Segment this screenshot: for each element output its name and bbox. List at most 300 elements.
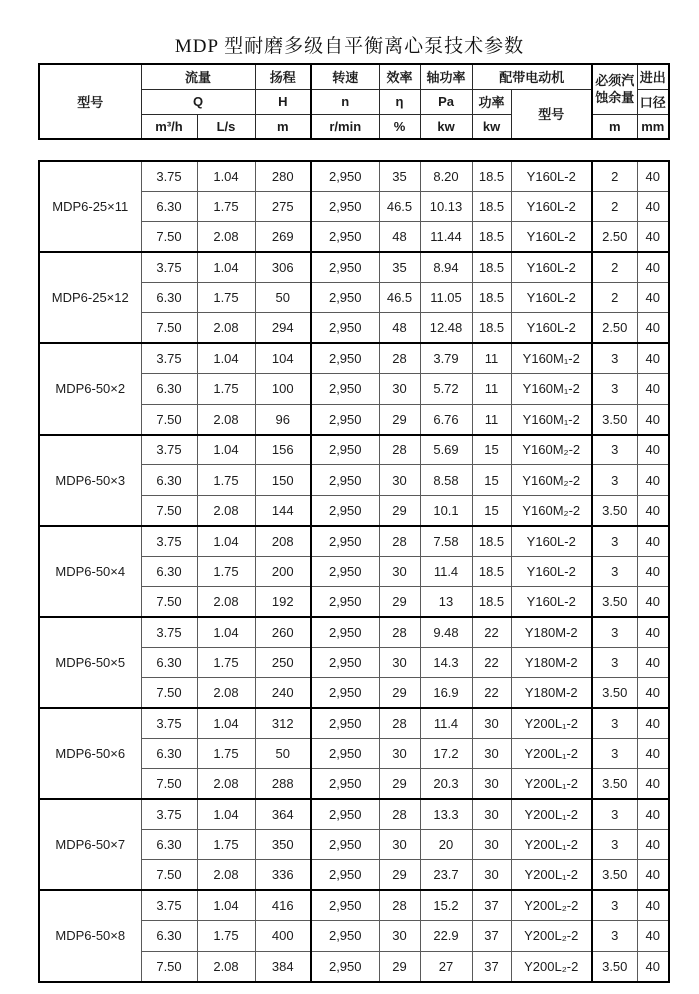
header-npsh-unit: m <box>592 114 637 139</box>
motor-model-cell: Y200L₁-2 <box>511 830 592 860</box>
flow-ls-cell: 1.04 <box>197 161 255 191</box>
flow-m3h-cell: 3.75 <box>141 708 197 738</box>
flow-ls-cell: 1.75 <box>197 921 255 951</box>
header-diameter-bottom: 口径 <box>637 89 669 114</box>
outlet-diameter-cell: 40 <box>637 951 669 981</box>
shaft-power-cell: 11.4 <box>420 556 472 586</box>
efficiency-cell: 30 <box>379 374 420 404</box>
efficiency-cell: 30 <box>379 921 420 951</box>
speed-cell: 2,950 <box>311 404 379 434</box>
outlet-diameter-cell: 40 <box>637 404 669 434</box>
npsh-cell: 3 <box>592 343 637 373</box>
flow-ls-cell: 1.75 <box>197 465 255 495</box>
motor-power-cell: 15 <box>472 435 511 465</box>
pump-model-cell: MDP6-25×12 <box>39 252 141 343</box>
head-cell: 294 <box>255 313 311 343</box>
header-flow: 流量 <box>141 64 255 89</box>
motor-model-cell: Y160L-2 <box>511 283 592 313</box>
shaft-power-cell: 17.2 <box>420 738 472 768</box>
efficiency-cell: 30 <box>379 465 420 495</box>
motor-model-cell: Y200L₂-2 <box>511 890 592 920</box>
shaft-power-cell: 22.9 <box>420 921 472 951</box>
outlet-diameter-cell: 40 <box>637 708 669 738</box>
npsh-cell: 2.50 <box>592 222 637 252</box>
flow-m3h-cell: 7.50 <box>141 860 197 890</box>
speed-cell: 2,950 <box>311 313 379 343</box>
npsh-cell: 3 <box>592 890 637 920</box>
flow-m3h-cell: 7.50 <box>141 678 197 708</box>
shaft-power-cell: 7.58 <box>420 526 472 556</box>
motor-power-cell: 37 <box>472 921 511 951</box>
motor-power-cell: 30 <box>472 708 511 738</box>
motor-power-cell: 22 <box>472 678 511 708</box>
flow-ls-cell: 1.75 <box>197 738 255 768</box>
speed-cell: 2,950 <box>311 830 379 860</box>
flow-ls-cell: 2.08 <box>197 313 255 343</box>
shaft-power-cell: 27 <box>420 951 472 981</box>
header-motor-model: 型号 <box>511 89 592 139</box>
flow-ls-cell: 1.75 <box>197 830 255 860</box>
npsh-cell: 2 <box>592 191 637 221</box>
flow-m3h-cell: 6.30 <box>141 191 197 221</box>
efficiency-cell: 46.5 <box>379 283 420 313</box>
outlet-diameter-cell: 40 <box>637 586 669 616</box>
npsh-cell: 3.50 <box>592 678 637 708</box>
outlet-diameter-cell: 40 <box>637 191 669 221</box>
motor-power-cell: 11 <box>472 374 511 404</box>
motor-model-cell: Y160L-2 <box>511 222 592 252</box>
flow-m3h-cell: 7.50 <box>141 586 197 616</box>
outlet-diameter-cell: 40 <box>637 465 669 495</box>
outlet-diameter-cell: 40 <box>637 313 669 343</box>
head-cell: 364 <box>255 799 311 829</box>
head-cell: 144 <box>255 495 311 525</box>
header-speed-unit: r/min <box>311 114 379 139</box>
table-row <box>39 799 669 829</box>
motor-power-cell: 18.5 <box>472 161 511 191</box>
flow-ls-cell: 1.04 <box>197 343 255 373</box>
npsh-cell: 2 <box>592 283 637 313</box>
npsh-cell: 3.50 <box>592 860 637 890</box>
head-cell: 250 <box>255 647 311 677</box>
motor-power-cell: 30 <box>472 799 511 829</box>
flow-ls-cell: 2.08 <box>197 495 255 525</box>
motor-model-cell: Y200L₁-2 <box>511 738 592 768</box>
flow-m3h-cell: 7.50 <box>141 404 197 434</box>
outlet-diameter-cell: 40 <box>637 860 669 890</box>
motor-power-cell: 22 <box>472 647 511 677</box>
flow-m3h-cell: 7.50 <box>141 313 197 343</box>
shaft-power-cell: 15.2 <box>420 890 472 920</box>
outlet-diameter-cell: 40 <box>637 343 669 373</box>
speed-cell: 2,950 <box>311 617 379 647</box>
pump-model-cell: MDP6-50×2 <box>39 343 141 434</box>
npsh-cell: 3 <box>592 830 637 860</box>
outlet-diameter-cell: 40 <box>637 222 669 252</box>
efficiency-cell: 28 <box>379 526 420 556</box>
motor-model-cell: Y200L₁-2 <box>511 769 592 799</box>
outlet-diameter-cell: 40 <box>637 435 669 465</box>
speed-cell: 2,950 <box>311 343 379 373</box>
outlet-diameter-cell: 40 <box>637 830 669 860</box>
speed-cell: 2,950 <box>311 283 379 313</box>
flow-ls-cell: 1.04 <box>197 435 255 465</box>
outlet-diameter-cell: 40 <box>637 283 669 313</box>
speed-cell: 2,950 <box>311 465 379 495</box>
flow-m3h-cell: 3.75 <box>141 617 197 647</box>
header-npsh <box>592 64 637 114</box>
motor-power-cell: 15 <box>472 465 511 495</box>
spec-body-table <box>38 160 670 983</box>
table-row <box>39 252 669 282</box>
flow-ls-cell: 1.04 <box>197 617 255 647</box>
shaft-power-cell: 8.58 <box>420 465 472 495</box>
flow-m3h-cell: 6.30 <box>141 374 197 404</box>
header-motor-power-unit: kw <box>472 114 511 139</box>
flow-m3h-cell: 3.75 <box>141 161 197 191</box>
flow-m3h-cell: 3.75 <box>141 526 197 556</box>
header-head-symbol: H <box>255 89 311 114</box>
header-head-unit: m <box>255 114 311 139</box>
header-diameter-top: 进出 <box>637 64 669 89</box>
flow-m3h-cell: 7.50 <box>141 951 197 981</box>
flow-m3h-cell: 3.75 <box>141 343 197 373</box>
motor-power-cell: 11 <box>472 404 511 434</box>
shaft-power-cell: 6.76 <box>420 404 472 434</box>
flow-ls-cell: 2.08 <box>197 860 255 890</box>
flow-ls-cell: 1.04 <box>197 526 255 556</box>
motor-model-cell: Y160M₂-2 <box>511 495 592 525</box>
header-model: 型号 <box>39 64 141 139</box>
speed-cell: 2,950 <box>311 890 379 920</box>
head-cell: 192 <box>255 586 311 616</box>
speed-cell: 2,950 <box>311 586 379 616</box>
motor-power-cell: 18.5 <box>472 222 511 252</box>
motor-model-cell: Y200L₁-2 <box>511 860 592 890</box>
flow-ls-cell: 1.04 <box>197 708 255 738</box>
motor-power-cell: 15 <box>472 495 511 525</box>
pump-model-cell: MDP6-50×6 <box>39 708 141 799</box>
speed-cell: 2,950 <box>311 860 379 890</box>
efficiency-cell: 29 <box>379 495 420 525</box>
motor-model-cell: Y160M₁-2 <box>511 374 592 404</box>
speed-cell: 2,950 <box>311 708 379 738</box>
shaft-power-cell: 11.44 <box>420 222 472 252</box>
pump-model-cell: MDP6-25×11 <box>39 161 141 252</box>
npsh-cell: 3 <box>592 465 637 495</box>
outlet-diameter-cell: 40 <box>637 252 669 282</box>
head-cell: 336 <box>255 860 311 890</box>
speed-cell: 2,950 <box>311 252 379 282</box>
head-cell: 200 <box>255 556 311 586</box>
header-efficiency-symbol: η <box>379 89 420 114</box>
header-efficiency: 效率 <box>379 64 420 89</box>
speed-cell: 2,950 <box>311 921 379 951</box>
shaft-power-cell: 20 <box>420 830 472 860</box>
npsh-cell: 3.50 <box>592 404 637 434</box>
shaft-power-cell: 10.13 <box>420 191 472 221</box>
npsh-cell: 3.50 <box>592 586 637 616</box>
flow-m3h-cell: 7.50 <box>141 769 197 799</box>
header-shaft-power: 轴功率 <box>420 64 472 89</box>
speed-cell: 2,950 <box>311 738 379 768</box>
head-cell: 288 <box>255 769 311 799</box>
flow-ls-cell: 1.75 <box>197 191 255 221</box>
header-shaft-power-symbol: Pa <box>420 89 472 114</box>
npsh-cell: 3 <box>592 738 637 768</box>
flow-m3h-cell: 6.30 <box>141 647 197 677</box>
speed-cell: 2,950 <box>311 678 379 708</box>
flow-m3h-cell: 7.50 <box>141 222 197 252</box>
npsh-cell: 3 <box>592 921 637 951</box>
outlet-diameter-cell: 40 <box>637 161 669 191</box>
npsh-cell: 3 <box>592 617 637 647</box>
efficiency-cell: 28 <box>379 617 420 647</box>
outlet-diameter-cell: 40 <box>637 678 669 708</box>
motor-power-cell: 18.5 <box>472 252 511 282</box>
table-row <box>39 890 669 920</box>
motor-model-cell: Y160L-2 <box>511 252 592 282</box>
npsh-cell: 3 <box>592 799 637 829</box>
speed-cell: 2,950 <box>311 495 379 525</box>
motor-model-cell: Y180M-2 <box>511 678 592 708</box>
head-cell: 306 <box>255 252 311 282</box>
efficiency-cell: 30 <box>379 647 420 677</box>
shaft-power-cell: 14.3 <box>420 647 472 677</box>
motor-model-cell: Y160M₂-2 <box>511 435 592 465</box>
head-cell: 96 <box>255 404 311 434</box>
table-row <box>39 526 669 556</box>
shaft-power-cell: 3.79 <box>420 343 472 373</box>
spec-table-body <box>39 161 669 982</box>
npsh-cell: 3.50 <box>592 495 637 525</box>
head-cell: 280 <box>255 161 311 191</box>
shaft-power-cell: 8.20 <box>420 161 472 191</box>
head-cell: 50 <box>255 283 311 313</box>
outlet-diameter-cell: 40 <box>637 738 669 768</box>
table-row <box>39 343 669 373</box>
motor-power-cell: 37 <box>472 951 511 981</box>
npsh-cell: 3 <box>592 647 637 677</box>
motor-power-cell: 30 <box>472 830 511 860</box>
speed-cell: 2,950 <box>311 526 379 556</box>
speed-cell: 2,950 <box>311 222 379 252</box>
motor-model-cell: Y200L₂-2 <box>511 921 592 951</box>
efficiency-cell: 48 <box>379 313 420 343</box>
head-cell: 350 <box>255 830 311 860</box>
shaft-power-cell: 12.48 <box>420 313 472 343</box>
motor-power-cell: 30 <box>472 769 511 799</box>
speed-cell: 2,950 <box>311 951 379 981</box>
motor-model-cell: Y160M₁-2 <box>511 404 592 434</box>
outlet-diameter-cell: 40 <box>637 769 669 799</box>
flow-ls-cell: 2.08 <box>197 404 255 434</box>
npsh-cell: 3 <box>592 708 637 738</box>
shaft-power-cell: 11.05 <box>420 283 472 313</box>
outlet-diameter-cell: 40 <box>637 495 669 525</box>
shaft-power-cell: 11.4 <box>420 708 472 738</box>
npsh-cell: 3.50 <box>592 769 637 799</box>
outlet-diameter-cell: 40 <box>637 890 669 920</box>
shaft-power-cell: 16.9 <box>420 678 472 708</box>
header-head: 扬程 <box>255 64 311 89</box>
flow-m3h-cell: 3.75 <box>141 252 197 282</box>
header-row-1 <box>39 64 669 89</box>
efficiency-cell: 35 <box>379 161 420 191</box>
motor-power-cell: 18.5 <box>472 556 511 586</box>
header-flow-unit-ls: L/s <box>197 114 255 139</box>
motor-model-cell: Y180M-2 <box>511 617 592 647</box>
header-diameter-unit: mm <box>637 114 669 139</box>
motor-model-cell: Y200L₁-2 <box>511 799 592 829</box>
flow-ls-cell: 1.04 <box>197 252 255 282</box>
motor-power-cell: 18.5 <box>472 191 511 221</box>
motor-power-cell: 37 <box>472 890 511 920</box>
header-efficiency-unit: % <box>379 114 420 139</box>
speed-cell: 2,950 <box>311 435 379 465</box>
header-motor-power: 功率 <box>472 89 511 114</box>
speed-cell: 2,950 <box>311 374 379 404</box>
outlet-diameter-cell: 40 <box>637 526 669 556</box>
shaft-power-cell: 5.72 <box>420 374 472 404</box>
motor-model-cell: Y180M-2 <box>511 647 592 677</box>
shaft-power-cell: 23.7 <box>420 860 472 890</box>
npsh-cell: 2.50 <box>592 313 637 343</box>
efficiency-cell: 29 <box>379 860 420 890</box>
pump-model-cell: MDP6-50×5 <box>39 617 141 708</box>
npsh-cell: 3 <box>592 435 637 465</box>
flow-m3h-cell: 6.30 <box>141 830 197 860</box>
shaft-power-cell: 13 <box>420 586 472 616</box>
npsh-cell: 3 <box>592 526 637 556</box>
head-cell: 275 <box>255 191 311 221</box>
flow-ls-cell: 1.75 <box>197 283 255 313</box>
flow-ls-cell: 1.75 <box>197 647 255 677</box>
motor-model-cell: Y160L-2 <box>511 191 592 221</box>
header-speed-symbol: n <box>311 89 379 114</box>
efficiency-cell: 28 <box>379 343 420 373</box>
npsh-cell: 3.50 <box>592 951 637 981</box>
npsh-cell: 2 <box>592 252 637 282</box>
efficiency-cell: 29 <box>379 678 420 708</box>
flow-m3h-cell: 6.30 <box>141 921 197 951</box>
flow-ls-cell: 1.75 <box>197 374 255 404</box>
head-cell: 50 <box>255 738 311 768</box>
head-cell: 269 <box>255 222 311 252</box>
head-cell: 260 <box>255 617 311 647</box>
efficiency-cell: 30 <box>379 830 420 860</box>
flow-ls-cell: 2.08 <box>197 769 255 799</box>
shaft-power-cell: 8.94 <box>420 252 472 282</box>
head-cell: 240 <box>255 678 311 708</box>
head-cell: 150 <box>255 465 311 495</box>
flow-ls-cell: 1.75 <box>197 556 255 586</box>
motor-model-cell: Y160L-2 <box>511 526 592 556</box>
outlet-diameter-cell: 40 <box>637 799 669 829</box>
header-flow-symbol: Q <box>141 89 255 114</box>
speed-cell: 2,950 <box>311 799 379 829</box>
head-cell: 156 <box>255 435 311 465</box>
header-speed: 转速 <box>311 64 379 89</box>
efficiency-cell: 28 <box>379 435 420 465</box>
speed-cell: 2,950 <box>311 556 379 586</box>
motor-power-cell: 30 <box>472 860 511 890</box>
header-shaft-power-unit: kw <box>420 114 472 139</box>
pump-model-cell: MDP6-50×3 <box>39 435 141 526</box>
efficiency-cell: 28 <box>379 890 420 920</box>
shaft-power-cell: 9.48 <box>420 617 472 647</box>
flow-ls-cell: 1.04 <box>197 799 255 829</box>
flow-m3h-cell: 6.30 <box>141 465 197 495</box>
motor-model-cell: Y160M₁-2 <box>511 343 592 373</box>
head-cell: 312 <box>255 708 311 738</box>
flow-m3h-cell: 6.30 <box>141 283 197 313</box>
flow-m3h-cell: 6.30 <box>141 738 197 768</box>
npsh-cell: 3 <box>592 374 637 404</box>
header-npsh-line2: 蚀余量 <box>595 90 635 106</box>
table-row <box>39 617 669 647</box>
table-row <box>39 435 669 465</box>
pump-model-cell: MDP6-50×8 <box>39 890 141 981</box>
head-cell: 416 <box>255 890 311 920</box>
flow-m3h-cell: 7.50 <box>141 495 197 525</box>
motor-model-cell: Y160L-2 <box>511 556 592 586</box>
flow-ls-cell: 1.04 <box>197 890 255 920</box>
npsh-cell: 2 <box>592 161 637 191</box>
motor-model-cell: Y200L₁-2 <box>511 708 592 738</box>
efficiency-cell: 28 <box>379 708 420 738</box>
npsh-cell: 3 <box>592 556 637 586</box>
efficiency-cell: 28 <box>379 799 420 829</box>
table-row <box>39 708 669 738</box>
head-cell: 208 <box>255 526 311 556</box>
outlet-diameter-cell: 40 <box>637 374 669 404</box>
motor-power-cell: 18.5 <box>472 586 511 616</box>
motor-model-cell: Y160M₂-2 <box>511 465 592 495</box>
head-cell: 400 <box>255 921 311 951</box>
pump-model-cell: MDP6-50×7 <box>39 799 141 890</box>
motor-model-cell: Y200L₂-2 <box>511 951 592 981</box>
motor-power-cell: 18.5 <box>472 313 511 343</box>
shaft-power-cell: 5.69 <box>420 435 472 465</box>
motor-power-cell: 18.5 <box>472 283 511 313</box>
outlet-diameter-cell: 40 <box>637 921 669 951</box>
flow-m3h-cell: 3.75 <box>141 799 197 829</box>
header-flow-unit-m3h: m³/h <box>141 114 197 139</box>
page-title: MDP 型耐磨多级自平衡离心泵技术参数 <box>174 36 525 57</box>
head-cell: 384 <box>255 951 311 981</box>
efficiency-cell: 48 <box>379 222 420 252</box>
spec-header-table <box>38 63 670 140</box>
shaft-power-cell: 13.3 <box>420 799 472 829</box>
outlet-diameter-cell: 40 <box>637 647 669 677</box>
head-cell: 104 <box>255 343 311 373</box>
speed-cell: 2,950 <box>311 161 379 191</box>
flow-ls-cell: 2.08 <box>197 678 255 708</box>
motor-power-cell: 30 <box>472 738 511 768</box>
efficiency-cell: 46.5 <box>379 191 420 221</box>
efficiency-cell: 35 <box>379 252 420 282</box>
speed-cell: 2,950 <box>311 769 379 799</box>
flow-ls-cell: 2.08 <box>197 951 255 981</box>
efficiency-cell: 30 <box>379 556 420 586</box>
outlet-diameter-cell: 40 <box>637 556 669 586</box>
motor-power-cell: 11 <box>472 343 511 373</box>
flow-m3h-cell: 3.75 <box>141 435 197 465</box>
pump-model-cell: MDP6-50×4 <box>39 526 141 617</box>
header-npsh-line1: 必须汽 <box>595 72 635 88</box>
efficiency-cell: 29 <box>379 404 420 434</box>
